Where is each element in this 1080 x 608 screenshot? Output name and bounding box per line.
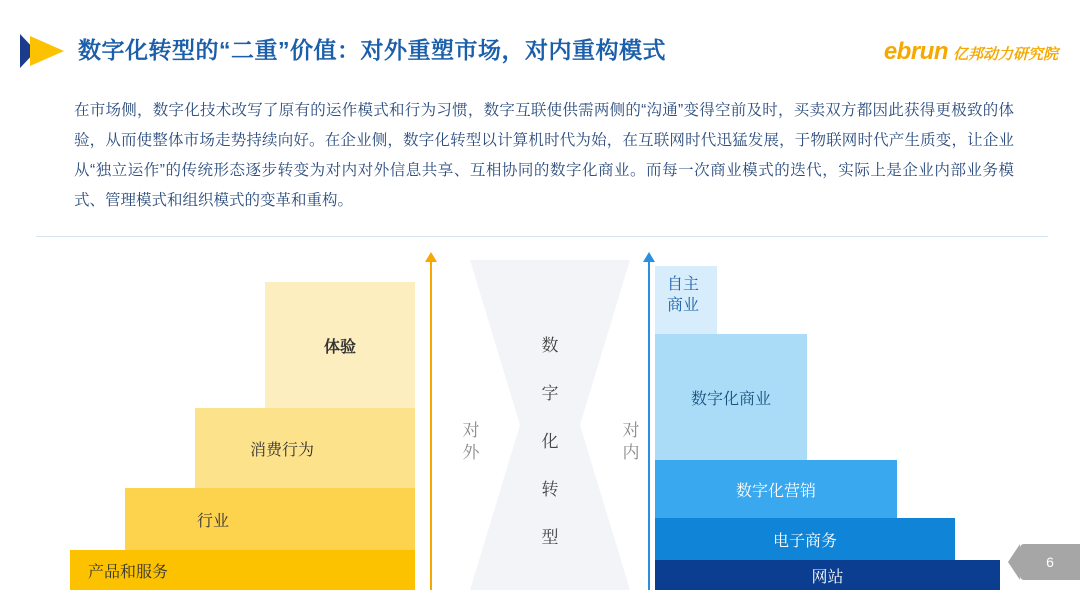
diagram — [0, 236, 1080, 591]
right-step-1 — [655, 266, 717, 334]
divider-line — [36, 236, 1048, 237]
left-step-3 — [195, 408, 415, 488]
slide-header — [0, 26, 1080, 76]
right-step-5-label: 网站 — [811, 568, 844, 586]
left-step-2 — [125, 488, 415, 550]
right-step-1-label: 自主 商业 — [667, 276, 700, 314]
right-step-3-label: 数字化营销 — [735, 482, 816, 500]
body-paragraph: 在市场侧，数字化技术改写了原有的运作模式和行为习惯，数字互联使供需两侧的“沟通”变得空前及时，买卖双方都因此获得更极致的体验，从而使整体市场走势持续向好。在企业侧，数字化转型以计算机时代为始，在互联网时代迅猛发展，于物联网时代产生质变，让企业从“独立运作”的传统形态逐步转变为对内对外信息共享、互相协同的数字化商业。而每一次商业模式的迭代，实际上是企业内部业务模式、管理模式和组织模式的变革和重构。 — [74, 102, 1014, 209]
left-step-1 — [70, 550, 415, 590]
left-step-4 — [265, 282, 415, 408]
right-step-5 — [655, 560, 1000, 590]
right-staircase — [655, 260, 1000, 590]
brand-logo — [884, 38, 1058, 66]
left-staircase — [70, 260, 415, 590]
arrow-right-icon — [20, 34, 66, 68]
logo-subtitle: 亿邦动力研究院 — [952, 46, 1058, 63]
logo-wordmark: ebrun — [883, 38, 948, 65]
funnel-center-label: 数 字 化 转 型 — [541, 336, 559, 547]
funnel-left-label: 对 外 — [462, 421, 480, 462]
page-title: 数字化转型的“二重”价值：对外重塑市场，对内重构模式 — [78, 37, 666, 63]
right-step-2-label: 数字化商业 — [690, 390, 771, 408]
left-step-3-label: 消费行为 — [250, 441, 315, 459]
left-axis — [430, 260, 432, 590]
left-step-4-label: 体验 — [323, 338, 356, 356]
right-step-4 — [655, 518, 955, 560]
right-step-2 — [655, 334, 807, 460]
left-step-2-label: 行业 — [197, 512, 230, 530]
center-funnel — [450, 260, 650, 590]
right-step-4-label: 电子商务 — [772, 532, 837, 550]
page-number: 6 — [1046, 554, 1054, 570]
left-axis-arrow-icon — [425, 252, 437, 262]
right-step-3 — [655, 460, 897, 518]
left-step-1-label: 产品和服务 — [88, 563, 169, 581]
page-number-tab — [1020, 544, 1080, 580]
funnel-right-label: 对 内 — [622, 421, 640, 462]
